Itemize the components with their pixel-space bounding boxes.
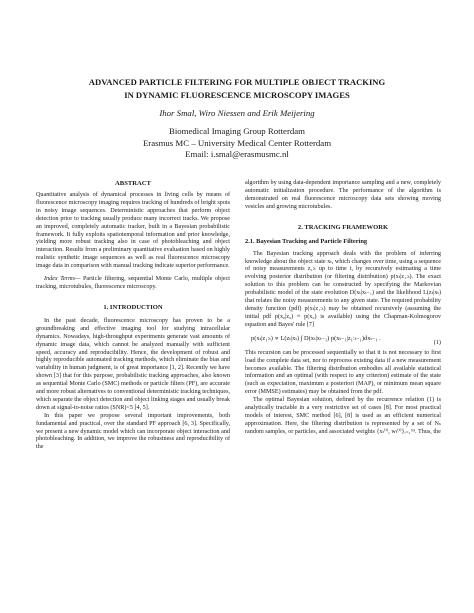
equation-1-expression: p(xₜ|z₁:ₜ) ∝ L(zₜ|xₜ) ∫ D(xₜ|xₜ₋₁) p(xₜ₋₁|z₁:ₜ₋₁)dxₜ₋₁ . [251, 334, 381, 342]
authors: Ihor Smal, Wiro Niessen and Erik Meijering [159, 108, 315, 118]
introduction-heading: 1. INTRODUCTION [103, 303, 163, 311]
equation-1 [245, 330, 441, 350]
bayesian-tracking-subheading: 2.1. Bayesian Tracking and Particle Filtering [245, 237, 368, 245]
abstract-text: Quantitative analysis of dynamical processes in living cells by means of fluorescence microscopy imaging requires tracking of hundreds of bright spots in noisy image sequences. Deterministic approaches that perform object detection prior to tracking usually produce many incorrect tracks. We propose an improved, completely automatic tracker, built in a Bayesian probabilistic framework. It fully exploits spatiotemporal information and prior knowledge, yielding more robust tracking also in case of photobleaching and object interaction. Results from a preliminary quantitative evaluation based on highly realistic synthetic image sequences as well as real fluorescence microscopy image data in comparison with manual tracking indicate superior performance. [36, 192, 230, 270]
title-line-1: ADVANCED PARTICLE FILTERING FOR MULTIPLE OBJECT TRACKING [88, 77, 386, 87]
introduction-continued: algorithm by using data-dependent importance sampling and a new, completely automatic initialization procedure. The performance of the algorithm is demonstrated on real fluorescence microscopy data sets showing moving vesicles and growing microtubules. [245, 180, 441, 210]
index-terms [36, 276, 230, 292]
index-terms-label: Index Terms— [44, 276, 81, 283]
paper-title [40, 76, 434, 102]
introduction-paragraph-1: In the past decade, fluorescence microscopy has proven to be a groundbreaking and effective imaging tool for studying intracellular dynamics. Nowadays, high-throughput experiments generate vast amounts of dynamic image data, which cannot be analyzed manually with sufficient speed, accuracy and reproducibility. Hence, the development of robust and highly reproducible automated tracking methods, which eliminate the bias and variability in human judgment, is of great importance [1, 2]. Recently we have shown [3] that for this purpose, probabilistic tracking approaches, also known as sequential Monte Carlo (SMC) methods or particle filters (PF), are accurate and more robust alternatives to conventional deterministic tracking techniques, which separate the object detection and object linking stages and usually break down at signal-to-noise ratios (SNR)<5 [4, 5]. [36, 317, 230, 411]
left-column [36, 180, 230, 452]
index-terms-text: Particle filtering, sequential Monte Carlo, multiple object tracking, microtubules, fluorescence microscopy. [36, 276, 230, 290]
introduction-paragraph-2: In this paper we propose several important improvements, both fundamental and practical, over the standard PF approach [6, 3]. Specifically, we present a new dynamic model which can incorporate object interaction and photobleaching. In addition, we improve the robustness and reproducibility of the [36, 412, 230, 451]
tracking-paragraph-2: This recursion can be processed sequentially so that it is not necessary to first load the complete data set, nor to reprocess existing data if a new measurement becomes available. The filtering distribution embodies all available statistical information and an optimal (with respect to any criterion) estimate of the state (such as expectation, maximum a posteriori (MAP), or minimum mean square error (MMSE) estimates) may be obtained from the pdf. [245, 349, 441, 396]
title-line-2: IN DYNAMIC FLUORESCENCE MICROSCOPY IMAGES [124, 90, 350, 100]
tracking-paragraph-3: The optimal Bayesian solution, defined by the recurrence relation (1) is analytically tractable in a very restrictive set of cases [8]. For most practical models of interest, SMC method [6], [8] is used as an efficient numerical approximation. Here, the filtering distribution is represented by a set of Nₛ random samples, or particles, and associated weights {xₜ⁽ⁱ⁾, wₜ⁽ⁱ⁾}ᵢ₌₁ᴺˢ. Thus, the [245, 397, 441, 435]
affiliation-email: Email: i.smal@erasmusmc.nl [185, 149, 289, 159]
affiliation [40, 126, 434, 161]
affiliation-institution: Erasmus MC – University Medical Center Rotterdam [142, 137, 332, 148]
tracking-framework-heading: 2. TRACKING FRAMEWORK [297, 223, 389, 231]
equation-1-number: (1) [433, 338, 441, 346]
affiliation-group: Biomedical Imaging Group Rotterdam [168, 126, 306, 136]
abstract-heading: ABSTRACT [115, 180, 151, 187]
right-column [245, 180, 441, 437]
tracking-paragraph-1: The Bayesian tracking approach deals with the problem of inferring knowledge about the object state xₜ, which changes over time, using a sequence of noisy measurements z₁:ₜ up to time t, by recursively estimating a time evolving posterior distribution (or filtering distribution) p(xₜ|z₁:ₜ). The exact solution to this problem can be constructed by specifying the Markovian probabilistic model of the state evolution D(xₜ|xₜ₋₁) and the likelihood L(zₜ|xₜ) that relates the noisy measurements to any given state. The required probability density function (pdf) p(xₜ|z₁:ₜ) may be obtained recursively (assuming the initial pdf p(x₀|z₀) ≡ p(x₀) is available) using the Chapman-Kolmogorov equation and Bayes' rule [7] [245, 250, 441, 328]
